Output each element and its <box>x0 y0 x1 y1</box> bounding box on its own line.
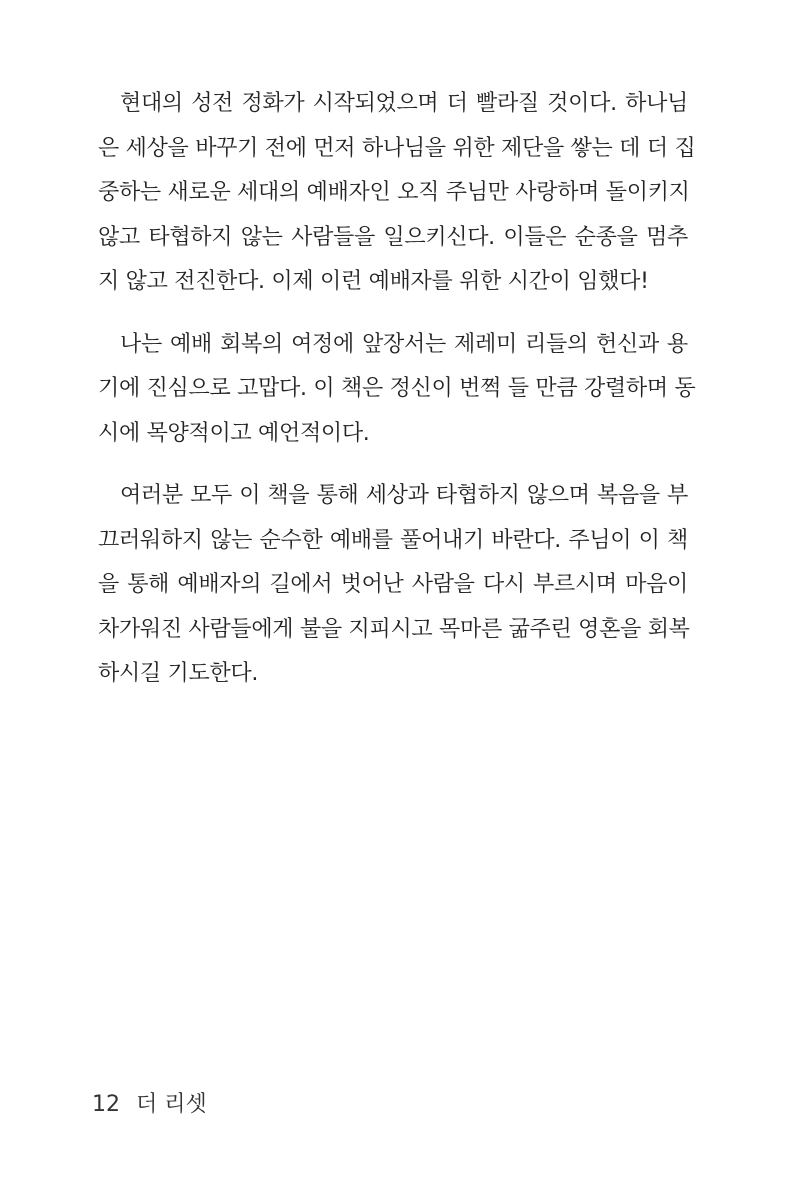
text-line: 나는 예배 회복의 여정에 앞장서는 제레미 리들의 헌신과 용 <box>120 331 688 357</box>
body-text <box>98 82 696 715</box>
text-line: 은 세상을 바꾸기 전에 먼저 하나님을 위한 제단을 쌓는 데 더 집 <box>98 135 696 161</box>
text-line: 현대의 성전 정화가 시작되었으며 더 빨라질 것이다. 하나님 <box>120 91 688 116</box>
text-line: 지 않고 전진한다. 이제 이런 예배자를 위한 시간이 임했다! <box>98 269 649 294</box>
text-line: 끄러워하지 않는 순수한 예배를 풀어내기 바란다. 주님이 이 책 <box>98 527 688 553</box>
paragraph-2 <box>98 323 696 457</box>
text-line: 기에 진심으로 고맙다. 이 책은 정신이 번쩍 들 만큼 강렬하며 동 <box>98 376 696 401</box>
text-line: 않고 타협하지 않는 사람들을 일으키신다. 이들은 순종을 멈추 <box>98 224 688 250</box>
paragraph-1 <box>98 82 696 305</box>
paragraph-3 <box>98 474 688 697</box>
text-line: 시에 목양적이고 예언적이다. <box>98 420 370 446</box>
text-line: 하시길 기도한다. <box>98 661 259 686</box>
running-title: 더 리셋 <box>136 1092 207 1117</box>
text-line: 차가워진 사람들에게 불을 지피시고 목마른 굶주린 영혼을 회복 <box>98 616 690 642</box>
page-number: 12 <box>92 1092 120 1117</box>
page-footer <box>92 1090 207 1120</box>
text-line: 여러분 모두 이 책을 통해 세상과 타협하지 않으며 복음을 부 <box>120 483 688 508</box>
text-line: 중하는 새로운 세대의 예배자인 오직 주님만 사랑하며 돌이키지 <box>98 180 690 205</box>
text-line: 을 통해 예배자의 길에서 벗어난 사람을 다시 부르시며 마음이 <box>98 572 688 597</box>
